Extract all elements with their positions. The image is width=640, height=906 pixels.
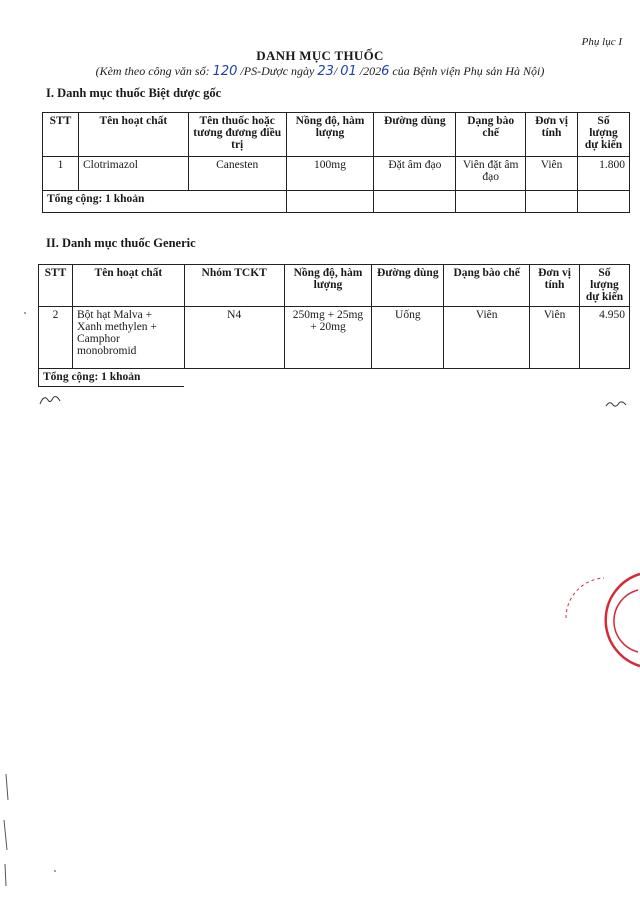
cell-active-ingredient: Bột hạt Malva + Xanh methylen + Camphor monobromid: [72, 307, 184, 369]
total-label: Tổng cộng: 1 khoản: [43, 191, 287, 213]
total-row: [39, 369, 630, 387]
cell-route: Uống: [372, 307, 444, 369]
col-header: Tên hoạt chất: [72, 265, 184, 307]
section2-heading: II. Danh mục thuốc Generic: [46, 236, 196, 250]
scan-edge-marks: [0, 770, 14, 890]
col-header: Tên hoạt chất: [78, 113, 188, 157]
col-header: Nồng độ, hàm lượng: [284, 265, 372, 307]
scan-speck: [54, 870, 56, 872]
cell-route: Đặt âm đạo: [374, 157, 456, 191]
col-header: Số lượng dự kiến: [579, 265, 629, 307]
stamp-outer-ring: [606, 574, 640, 666]
initial-signature-left: [38, 392, 64, 408]
cell-unit: Viên: [526, 157, 578, 191]
date-day: 23: [317, 64, 334, 79]
year-suffix: 6: [381, 64, 390, 79]
cell-unit: Viên: [530, 307, 580, 369]
total-label: Tổng cộng: 1 khoản: [39, 369, 185, 387]
col-header: Nồng độ, hàm lượng: [286, 113, 374, 157]
cell-form: Viên: [444, 307, 530, 369]
table-header-row: [39, 265, 630, 307]
col-header: Dạng bào chế: [456, 113, 526, 157]
document-number: 120: [212, 64, 238, 79]
generic-drug-table: [38, 264, 630, 387]
subtitle-prefix: (Kèm theo công văn số:: [95, 64, 210, 78]
table-row: [39, 307, 630, 369]
table-header-row: [43, 113, 630, 157]
col-header: STT: [39, 265, 73, 307]
cell-form: Viên đặt âm đạo: [456, 157, 526, 191]
scan-speck: [24, 312, 26, 314]
cell-active-ingredient: Clotrimazol: [78, 157, 188, 191]
cell-strength: 250mg + 25mg + 20mg: [284, 307, 372, 369]
document-subtitle: (Kèm theo công văn số: 120 /PS-Dược ngày 23/ 01 /2026 của Bệnh viện Phụ sản Hà Nội): [95, 64, 545, 79]
total-row: [43, 191, 630, 213]
cell-stt: 2: [39, 307, 73, 369]
subtitle-suffix: của Bệnh viện Phụ sản Hà Nội): [392, 64, 545, 78]
table-row: [43, 157, 630, 191]
col-header: Đơn vị tính: [530, 265, 580, 307]
cell-quantity: 4.950: [579, 307, 629, 369]
col-header: Đường dùng: [372, 265, 444, 307]
col-header: Đường dùng: [374, 113, 456, 157]
col-header: STT: [43, 113, 79, 157]
stamp-left-ring: [566, 578, 604, 618]
cell-strength: 100mg: [286, 157, 374, 191]
cell-stt: 1: [43, 157, 79, 191]
col-header: Đơn vị tính: [526, 113, 578, 157]
col-header: Số lượng dự kiến: [578, 113, 630, 157]
year-prefix: /202: [359, 64, 382, 78]
cell-drug-name: Canesten: [188, 157, 286, 191]
col-header: Tên thuốc hoặc tương đương điều trị: [188, 113, 286, 157]
appendix-label: Phụ lục I: [581, 36, 622, 48]
subtitle-mid: /PS-Dược ngày: [240, 64, 315, 78]
cell-group: N4: [184, 307, 284, 369]
col-header: Nhóm TCKT: [184, 265, 284, 307]
initial-signature-right: [604, 398, 628, 410]
section1-heading: I. Danh mục thuốc Biệt dược gốc: [46, 86, 222, 100]
brand-drug-table: [42, 112, 630, 213]
stamp-inner-ring: [614, 590, 638, 652]
date-month: 01: [340, 64, 357, 79]
col-header: Dạng bào chế: [444, 265, 530, 307]
hospital-stamp: [560, 568, 640, 672]
document-title: DANH MỤC THUỐC: [256, 48, 384, 63]
cell-quantity: 1.800: [578, 157, 630, 191]
